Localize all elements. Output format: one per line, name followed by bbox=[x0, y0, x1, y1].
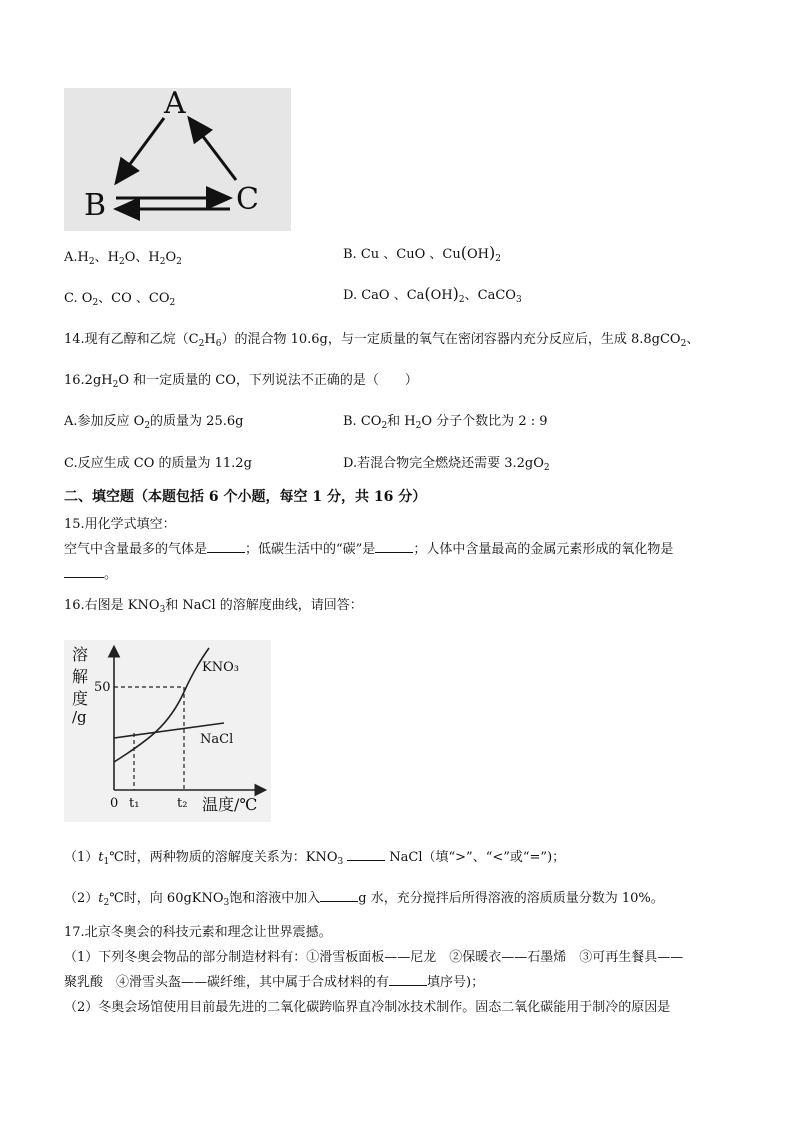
q17-part2-line1: （2）冬奥会场馆使用目前最先进的二氧化碳跨临界直冷制冰技术制作。固态二氧化碳能用于制冷的原因是 bbox=[64, 1000, 671, 1015]
q16-part1: $(1)t_1℃$时，两种物质的溶解度关系为：$KNO_3$ NaCl（填“>”、“<”或“=”)； bbox=[64, 850, 566, 867]
q17-blank-1[interactable] bbox=[389, 973, 427, 986]
y-label-char-1: 溶 bbox=[72, 645, 89, 664]
q16-part2: $(2)t_2℃$时，向 60gKNO$_3$饱和溶液中加入 g 水，充分搅拌后所得溶液的溶质质量分数为 10%。 bbox=[64, 891, 664, 908]
q17-part1-line1: （1）下列冬奥会物品的部分制造材料有：①滑雪板面板——尼龙 ②保暖衣——石墨烯 ③可再生餐具—— bbox=[64, 950, 684, 965]
y-tick-50: 50 bbox=[94, 680, 111, 695]
arrow-c-to-a bbox=[189, 118, 236, 180]
nacl-label: NaCl bbox=[200, 732, 234, 747]
q13-option-a: $A.H_2$、$H_2O$、$H_2O_2$ bbox=[64, 250, 182, 267]
section-2-heading: 二、填空题（本题包括 6 个小题，每空 1 分，共 16 分） bbox=[64, 489, 427, 505]
solubility-chart bbox=[64, 640, 271, 822]
q14-option-d: D.若混合物完全燃烧还需要 $3.2gO_2$ bbox=[343, 456, 550, 473]
kno3-label: KNO₃ bbox=[202, 660, 239, 675]
y-label-char-3: 度 bbox=[72, 689, 89, 708]
y-label-char-2: 解 bbox=[72, 667, 89, 686]
t1-tick: t₁ bbox=[129, 796, 140, 811]
t2-tick: t₂ bbox=[177, 796, 188, 811]
q14-option-c: C.反应生成 CO 的质量为 11.2g bbox=[64, 456, 252, 471]
q16-blank-2[interactable] bbox=[320, 889, 358, 902]
arrow-a-to-b bbox=[116, 118, 164, 183]
q13-option-c: C. $O_2$、CO 、$CO_2$ bbox=[64, 291, 176, 308]
q15-blank-1[interactable] bbox=[207, 540, 245, 553]
q15-line2: 。 bbox=[64, 563, 117, 582]
q15-blank-3[interactable] bbox=[64, 565, 104, 578]
q14-stem-line2: $16.2gH_2O$ 和一定质量的 CO，下列说法不正确的是（ ） bbox=[64, 373, 418, 390]
q15-blank-2[interactable] bbox=[375, 540, 413, 553]
q13-option-d: D. CaO 、$Ca(OH)_2$、CaCO$_3$ bbox=[343, 284, 522, 305]
q13-option-b: B. Cu 、CuO 、$Cu(OH)_2$ bbox=[343, 243, 501, 264]
q15-line1: 空气中含量最多的气体是 ；低碳生活中的“碳”是 ；人体中含量最高的金属元素形成的氧化物是 bbox=[64, 542, 674, 557]
node-a-label: A bbox=[164, 86, 186, 121]
y-label-char-4: /g bbox=[72, 708, 87, 726]
x-axis-label: 温度/℃ bbox=[202, 795, 258, 814]
q14-stem-line1: 14.现有乙醇和乙烷$(C_2H_6)$的混合物 10.6g，与一定质量的氧气在密闭容器内充分反应后，生成 8.8gCO$_2$、 bbox=[64, 332, 700, 349]
q15-title: 15.用化学式填空： bbox=[64, 517, 176, 532]
node-b-label: B bbox=[84, 188, 107, 223]
q14-option-a: A.参加反应 $O_2$的质量为 25.6g bbox=[64, 414, 244, 431]
node-c-label: C bbox=[236, 182, 259, 217]
origin-label: 0 bbox=[110, 796, 119, 811]
kno3-curve bbox=[114, 648, 209, 762]
q17-part1-line2: 聚乳酸 ④滑雪头盔——碳纤维，其中属于合成材料的有 填序号)； bbox=[64, 975, 485, 990]
triangle-figure bbox=[64, 88, 291, 231]
q16-blank-1[interactable] bbox=[347, 848, 385, 861]
q17-title: 17.北京冬奥会的科技元素和理念让世界震撼。 bbox=[64, 925, 332, 940]
q14-option-b: B. $CO_2$和 $H_2O$ 分子个数比为 2 : 9 bbox=[343, 414, 548, 431]
q16-title: 16.右图是 $KNO_3$和 NaCl 的溶解度曲线，请回答： bbox=[64, 598, 363, 615]
